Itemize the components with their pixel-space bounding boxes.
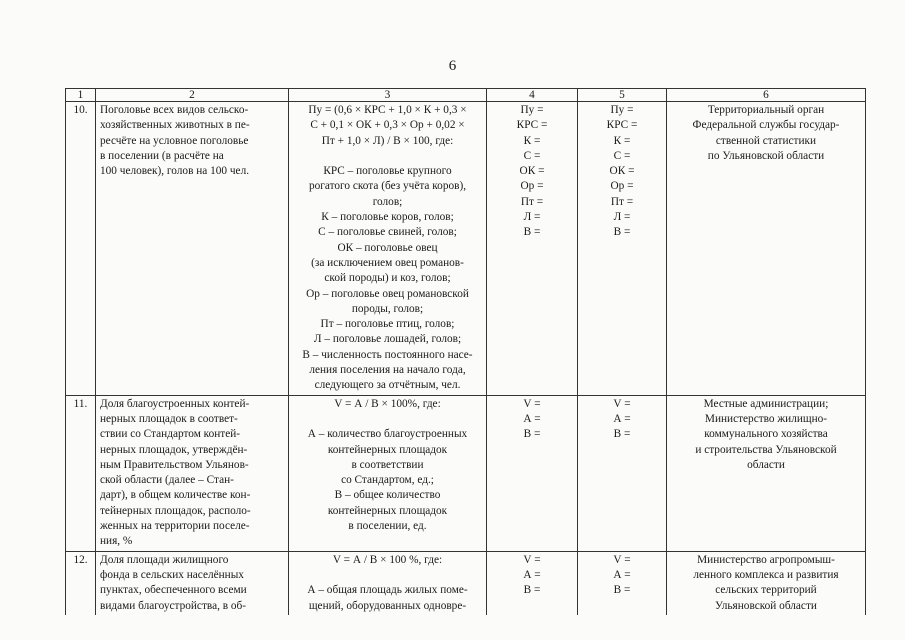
values-column-4-line: V =: [523, 553, 541, 566]
indicator-name-line: женных на территории поселе-: [100, 520, 250, 533]
calculation-formula-line: А – общая площадь жилых поме-: [307, 584, 468, 597]
indicator-name: [96, 395, 289, 551]
indicator-name-line: фонда в сельских населённых: [100, 568, 244, 581]
values-column-4-line: А =: [523, 412, 541, 425]
indicator-name-line: 100 человек), голов на 100 чел.: [100, 165, 250, 178]
calculation-formula: [289, 102, 487, 396]
data-source-line: ственной статистики: [715, 134, 817, 147]
values-column-4-line: Пу =: [520, 104, 544, 116]
values-column-4-line: КРС =: [516, 119, 548, 132]
row-number: 12.: [66, 551, 96, 615]
values-column-4-line: С =: [523, 149, 541, 162]
header-cell-2: 2: [96, 89, 289, 102]
calculation-formula-line: следующего за отчётным, чел.: [314, 379, 461, 392]
values-column-5-line: Пт =: [610, 195, 634, 208]
values-column-5-line: К =: [613, 134, 631, 147]
header-cell-3: 3: [289, 89, 487, 102]
values-column-5-line: Пу =: [610, 104, 634, 116]
indicator-name-line: видами благоустройства, в об-: [100, 599, 247, 612]
calculation-formula-line: ОК – поголовье овец: [337, 241, 438, 254]
values-column-4-line: Л =: [523, 211, 541, 224]
indicator-name-line: нерных площадок, утверждён-: [100, 443, 248, 456]
indicator-name-line: ствии со Стандартом контей-: [100, 428, 241, 441]
data-source-line: Территориальный орган: [707, 104, 825, 116]
values-column-4-line: В =: [523, 584, 541, 597]
data-source-line: Федеральной службы государ-: [692, 119, 840, 132]
indicator-name: [96, 102, 289, 396]
values-column-5: [578, 551, 667, 615]
calculation-formula-line: контейнерных площадок: [327, 504, 448, 517]
values-column-5-line: В =: [613, 226, 631, 239]
values-column-5-line: А =: [613, 412, 631, 425]
values-column-5-line: ОК =: [609, 165, 635, 178]
data-source-line: коммунального хозяйства: [704, 428, 828, 441]
values-column-4-line: В =: [523, 428, 541, 441]
values-column-4: [487, 102, 578, 396]
data-source-line: Ульяновской области: [715, 599, 817, 612]
values-column-5-line: А =: [613, 568, 631, 581]
table-row: [66, 102, 866, 396]
calculation-formula: [289, 551, 487, 615]
calculation-formula-line: Пу = (0,6 × КРС + 1,0 × К + 0,3 ×: [308, 104, 467, 116]
table-header-row: [66, 89, 866, 102]
calculation-formula-line: V = А / В × 100 %, где:: [332, 553, 443, 566]
calculation-formula-line: С – поголовье свиней, голов;: [318, 226, 457, 239]
calculation-formula-line: Пт + 1,0 × Л) / В × 100, где:: [321, 134, 454, 147]
header-cell-4: 4: [487, 89, 578, 102]
calculation-formula-line: ской породы) и коз, голов;: [324, 272, 451, 285]
calculation-formula-line: С + 0,1 × ОК + 0,3 × Ор + 0,02 ×: [310, 119, 465, 132]
calculation-formula-line: в поселении, ед.: [348, 520, 427, 533]
calculation-formula-line: К – поголовье коров, голов;: [321, 211, 454, 224]
data-source-line: Министерство жилищно-: [704, 412, 828, 425]
data-source: [667, 102, 866, 396]
values-column-4-line: ОК =: [519, 165, 545, 178]
calculation-formula-line: со Стандартом, ед.;: [341, 474, 434, 487]
indicator-name-line: ской области (далее – Стан-: [100, 474, 234, 487]
values-column-5-line: КРС =: [606, 119, 638, 132]
calculation-formula: [289, 395, 487, 551]
table-row: [66, 395, 866, 551]
calculation-formula-line: в соответствии: [351, 458, 424, 471]
data-source-line: области: [747, 458, 785, 471]
values-column-4: [487, 551, 578, 615]
calculation-formula-line: рогатого скота (без учёта коров),: [308, 180, 467, 193]
calculation-formula-line: [293, 149, 482, 164]
data-source-line: Министерство агропромыш-: [697, 553, 835, 566]
values-column-4: [487, 395, 578, 551]
table-row: [66, 551, 866, 615]
values-column-5-line: С =: [613, 149, 631, 162]
data-source-line: по Ульяновской области: [707, 149, 825, 162]
data-source: [667, 551, 866, 615]
calculation-formula-line: V = А / В × 100%, где:: [334, 397, 441, 410]
values-column-5-line: V =: [613, 553, 631, 566]
values-column-5: [578, 395, 667, 551]
values-column-4-line: V =: [523, 397, 541, 410]
values-column-4-line: К =: [523, 134, 541, 147]
values-column-4-line: Пт =: [520, 195, 544, 208]
calculation-formula-line: Л – поголовье лошадей, голов;: [313, 333, 462, 346]
calculation-formula-line: КРС – поголовье крупного: [323, 165, 452, 178]
calculation-formula-line: Ор – поголовье овец романовской: [306, 287, 469, 300]
indicator-name-line: ным Правительством Ульянов-: [100, 458, 249, 471]
indicator-name: [96, 551, 289, 615]
indicator-name-line: тейнерных площадок, располо-: [100, 504, 251, 517]
indicators-table: [65, 88, 866, 615]
header-cell-1: 1: [66, 89, 96, 102]
calculation-formula-line: породы, голов;: [351, 302, 424, 315]
calculation-formula-line: В – общее количество: [334, 489, 441, 502]
indicator-name-line: Доля благоустроенных контей-: [100, 397, 250, 410]
page-number: 6: [448, 58, 457, 74]
calculation-formula-line: [293, 568, 482, 583]
calculation-formula-line: голов;: [372, 195, 403, 208]
values-column-4-line: А =: [523, 568, 541, 581]
calculation-formula-line: (за исключением овец романов-: [311, 256, 464, 269]
indicator-name-line: ресчёте на условное поголовье: [100, 134, 249, 147]
indicator-name-line: ния, %: [100, 535, 133, 548]
values-column-4-line: Ор =: [520, 180, 544, 193]
data-source-line: и строительства Ульяновской: [695, 443, 837, 456]
values-column-5-line: В =: [613, 428, 631, 441]
calculation-formula-line: [293, 412, 482, 427]
data-source-line: сельских территорий: [715, 584, 817, 597]
indicator-name-line: дарт), в общем количестве кон-: [100, 489, 251, 502]
indicator-name-line: нерных площадок в соответ-: [100, 412, 238, 425]
calculation-formula-line: В – численность постоянного насе-: [302, 348, 473, 361]
header-cell-6: 6: [667, 89, 866, 102]
values-column-5-line: В =: [613, 584, 631, 597]
data-source: [667, 395, 866, 551]
indicator-name-line: хозяйственных животных в пе-: [100, 119, 250, 132]
row-number: 11.: [66, 395, 96, 551]
values-column-5-line: Л =: [613, 211, 631, 224]
indicator-name-line: в поселении (в расчёте на: [100, 149, 224, 162]
calculation-formula-line: щений, оборудованных одновре-: [308, 599, 467, 612]
header-cell-5: 5: [578, 89, 667, 102]
row-number: 10.: [66, 102, 96, 396]
indicator-name-line: пунктах, обеспеченного всеми: [100, 584, 247, 597]
indicator-name-line: Доля площади жилищного: [100, 553, 229, 566]
values-column-5-line: V =: [613, 397, 631, 410]
calculation-formula-line: А – количество благоустроенных: [307, 428, 468, 441]
indicator-name-line: Поголовье всех видов сельско-: [100, 104, 249, 116]
calculation-formula-line: ления поселения на начало года,: [309, 364, 466, 377]
values-column-4-line: В =: [523, 226, 541, 239]
data-source-line: ленного комплекса и развития: [693, 568, 839, 581]
values-column-5-line: Ор =: [610, 180, 634, 193]
data-source-line: Местные администрации;: [703, 397, 829, 410]
calculation-formula-line: Пт – поголовье птиц, голов;: [320, 318, 455, 331]
values-column-5: [578, 102, 667, 396]
calculation-formula-line: контейнерных площадок: [327, 443, 448, 456]
